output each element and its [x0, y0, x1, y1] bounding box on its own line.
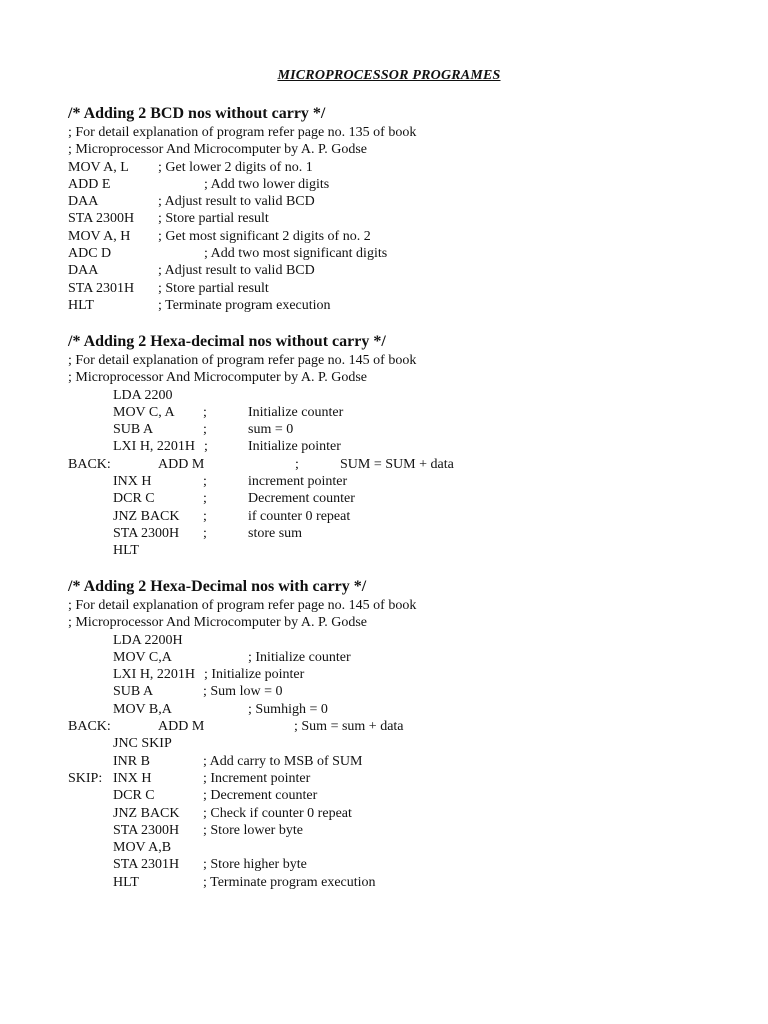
comment-separator: ;	[203, 404, 207, 420]
instruction: DAA	[68, 194, 99, 210]
comment: ; Sum = sum + data	[294, 719, 404, 735]
comment-separator: ;	[203, 508, 207, 524]
code-line	[68, 542, 758, 559]
code-line	[68, 735, 758, 752]
instruction: INR B	[113, 753, 150, 769]
code-line	[68, 176, 758, 193]
instruction: INX H	[113, 474, 152, 490]
code-line	[68, 473, 758, 490]
instruction: MOV C,A	[113, 649, 172, 665]
comment: increment pointer	[248, 474, 348, 490]
code-line	[68, 297, 758, 314]
comment: ; Increment pointer	[203, 770, 311, 786]
comment: ; Store lower byte	[203, 822, 303, 838]
code-line	[68, 421, 758, 438]
instruction: JNC SKIP	[113, 736, 172, 752]
label: BACK:	[68, 719, 111, 735]
code-line	[68, 280, 758, 297]
code-line	[68, 438, 758, 455]
instruction: DCR C	[113, 491, 155, 507]
comment: ; Adjust result to valid BCD	[158, 263, 315, 279]
comment: ; Initialize counter	[248, 649, 351, 665]
instruction: JNZ BACK	[113, 805, 180, 821]
instruction: JNZ BACK	[113, 508, 180, 524]
instruction: DCR C	[113, 788, 155, 804]
instruction: SUB A	[113, 422, 154, 438]
comment: ; Store higher byte	[203, 857, 307, 873]
section-hex-add-no-carry	[68, 332, 758, 560]
comment: ; Add two most significant digits	[204, 246, 388, 262]
instruction: HLT	[68, 297, 94, 313]
comment: ; Terminate program execution	[158, 297, 331, 313]
instruction: MOV B,A	[113, 701, 172, 717]
comment: ; Store partial result	[158, 280, 269, 296]
instruction: INX H	[113, 770, 152, 786]
instruction: MOV A,B	[113, 840, 172, 856]
code-line	[68, 683, 758, 700]
code-line	[68, 193, 758, 210]
comment: sum = 0	[248, 422, 294, 438]
code-line	[68, 805, 758, 822]
note-line: ; Microprocessor And Microcomputer by A. P. Godse	[68, 615, 368, 631]
instruction: MOV C, A	[113, 404, 175, 420]
code-line	[68, 839, 758, 856]
code-line	[68, 404, 758, 421]
note-line: ; For detail explanation of program refer page no. 145 of book	[68, 353, 417, 368]
instruction: LXI H, 2201H	[113, 667, 196, 683]
code-line	[68, 490, 758, 507]
comment: Initialize counter	[248, 404, 344, 420]
note-line: ; Microprocessor And Microcomputer by A. P. Godse	[68, 370, 368, 386]
code-line	[68, 525, 758, 542]
label: SKIP:	[68, 770, 103, 786]
code-line	[68, 210, 758, 227]
comment: ; Adjust result to valid BCD	[158, 194, 315, 210]
code-line	[68, 632, 758, 649]
instruction: STA 2301H	[68, 280, 135, 296]
instruction: HLT	[113, 874, 139, 890]
comment: SUM = SUM + data	[340, 456, 454, 472]
comment: ; Decrement counter	[203, 788, 318, 804]
instruction: HLT	[113, 543, 139, 559]
code-line	[68, 228, 758, 245]
code-line	[68, 159, 758, 176]
section-heading: /* Adding 2 BCD nos without carry */	[68, 105, 326, 122]
instruction: LDA 2200H	[113, 632, 183, 648]
comment-separator: ;	[203, 525, 207, 541]
comment: ; Add carry to MSB of SUM	[203, 753, 363, 769]
instruction: STA 2300H	[113, 525, 180, 541]
note-line: ; For detail explanation of program refer page no. 145 of book	[68, 598, 417, 613]
note-line: ; For detail explanation of program refer page no. 135 of book	[68, 125, 417, 140]
comment-separator: ;	[203, 474, 207, 490]
section-heading: /* Adding 2 Hexa-Decimal nos with carry */	[68, 578, 367, 595]
note-line: ; Microprocessor And Microcomputer by A. P. Godse	[68, 142, 368, 158]
instruction: STA 2300H	[68, 211, 135, 227]
instruction: ADD M	[158, 719, 205, 735]
code-line	[68, 666, 758, 683]
instruction: SUB A	[113, 684, 154, 700]
code-line	[68, 770, 758, 787]
instruction: ADD M	[158, 456, 205, 472]
code-line	[68, 856, 758, 873]
comment-separator: ;	[203, 422, 207, 438]
comment: ; Initialize pointer	[204, 667, 305, 683]
comment: ; Add two lower digits	[204, 176, 330, 192]
section-hex-add-with-carry	[68, 577, 758, 891]
code-line	[68, 874, 758, 891]
code-line	[68, 787, 758, 804]
code-line	[68, 649, 758, 666]
comment: ; Sum low = 0	[203, 684, 283, 700]
instruction: DAA	[68, 263, 99, 279]
comment-separator: ;	[203, 491, 207, 507]
code-line	[68, 822, 758, 839]
comment: ; Get lower 2 digits of no. 1	[158, 159, 313, 175]
instruction: LXI H, 2201H	[113, 439, 196, 455]
comment: if counter 0 repeat	[248, 508, 351, 524]
section-bcd-add	[68, 104, 758, 314]
comment: ; Store partial result	[158, 211, 269, 227]
code-line	[68, 701, 758, 718]
comment: ; Check if counter 0 repeat	[203, 805, 352, 821]
section-heading: /* Adding 2 Hexa-decimal nos without carry */	[68, 333, 386, 350]
comment-separator: ;	[295, 456, 299, 472]
page-title: MICROPROCESSOR PROGRAMES	[277, 68, 501, 83]
code-line	[68, 718, 758, 735]
instruction: LDA 2200	[113, 387, 173, 403]
code-line	[68, 245, 758, 262]
comment: ; Terminate program execution	[203, 874, 376, 890]
comment: ; Get most significant 2 digits of no. 2	[158, 228, 371, 244]
comment: ; Sumhigh = 0	[248, 701, 328, 717]
instruction: ADC D	[68, 246, 112, 262]
label: BACK:	[68, 456, 111, 472]
comment-separator: ;	[204, 439, 208, 455]
instruction: STA 2300H	[113, 822, 180, 838]
code-line	[68, 262, 758, 279]
instruction: STA 2301H	[113, 857, 180, 873]
code-line	[68, 456, 758, 473]
code-line	[68, 508, 758, 525]
comment: store sum	[248, 525, 303, 541]
comment: Decrement counter	[248, 491, 355, 507]
instruction: MOV A, H	[68, 228, 131, 244]
instruction: MOV A, L	[68, 159, 129, 175]
code-line	[68, 387, 758, 404]
code-line	[68, 753, 758, 770]
comment: Initialize pointer	[248, 439, 341, 455]
instruction: ADD E	[68, 176, 111, 192]
